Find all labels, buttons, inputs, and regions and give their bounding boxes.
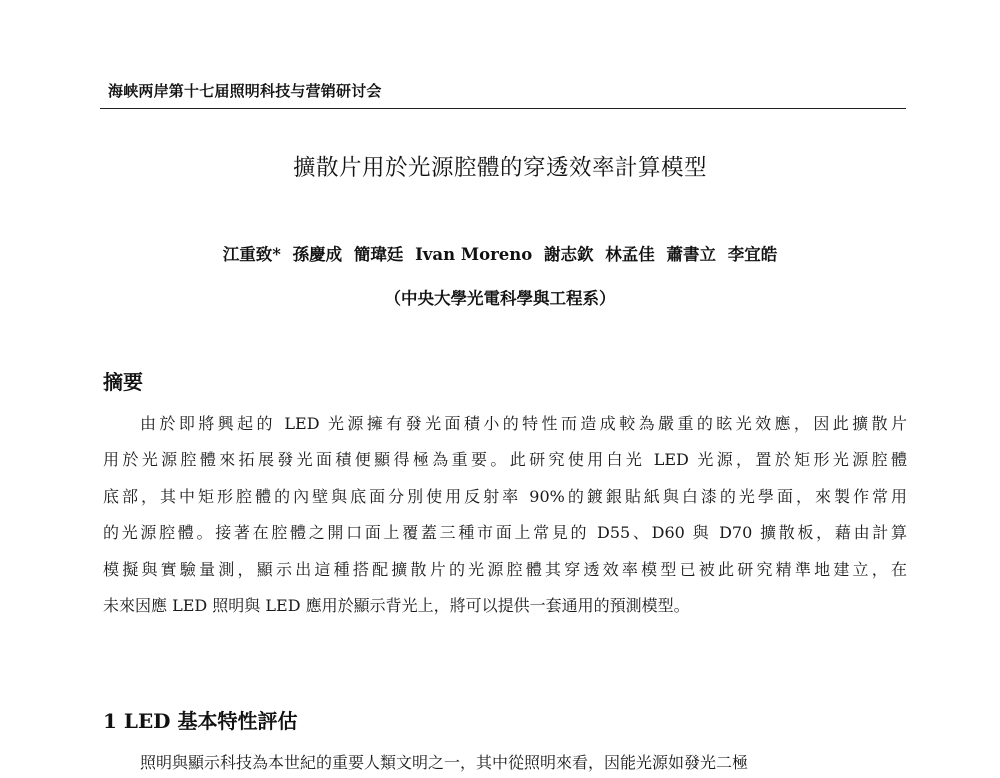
abstract-body xyxy=(103,406,907,624)
author-name: 林孟佳 xyxy=(605,245,655,264)
abstract-heading: 摘要 xyxy=(103,370,143,394)
author-name: 謝志欽 xyxy=(544,245,594,264)
abstract-line: 由於即將興起的 LED 光源擁有發光面積小的特性而造成較為嚴重的眩光效應，因此擴散片 xyxy=(140,414,907,433)
author-name: 李宜皓 xyxy=(727,245,778,264)
section-heading: 1 LED 基本特性評估 xyxy=(103,709,298,733)
author-name: 江重致* xyxy=(222,245,281,264)
author-name: Ivan Moreno xyxy=(415,245,533,264)
abstract-line: 的光源腔體。接著在腔體之開口面上覆蓋三種市面上常見的 D55、D60 與 D70 擴散板，藉由計算 xyxy=(103,523,907,543)
author-name: 蕭書立 xyxy=(666,245,717,264)
affiliation: （中央大學光電科學與工程系） xyxy=(384,289,616,308)
section-body-partial-line: 照明與顯示科技為本世紀的重要人類文明之一，其中從照明來看，因能光源如發光二極 xyxy=(140,753,749,772)
paper-title: 擴散片用於光源腔體的穿透效率計算模型 xyxy=(292,155,707,181)
abstract-line: 未來因應 LED 照明與 LED 應用於顯示背光上，將可以提供一套通用的預測模型。 xyxy=(103,596,690,616)
header-rule xyxy=(100,108,906,109)
author-name: 孫慶成 xyxy=(292,245,343,264)
author-list xyxy=(0,241,1000,265)
abstract-line: 底部，其中矩形腔體的內壁與底面分別使用反射率 90%的鍍銀貼紙與白漆的光學面，來製作常用 xyxy=(103,486,907,506)
running-header: 海峡两岸第十七届照明科技与营销研讨会 xyxy=(108,82,382,100)
abstract-line: 用於光源腔體來拓展發光面積便顯得極為重要。此研究使用白光 LED 光源，置於矩形光源腔體 xyxy=(103,450,907,470)
author-name: 簡瑋廷 xyxy=(353,245,404,264)
abstract-line: 模擬與實驗量測，顯示出這種搭配擴散片的光源腔體其穿透效率模型已被此研究精準地建立，在 xyxy=(103,559,907,579)
